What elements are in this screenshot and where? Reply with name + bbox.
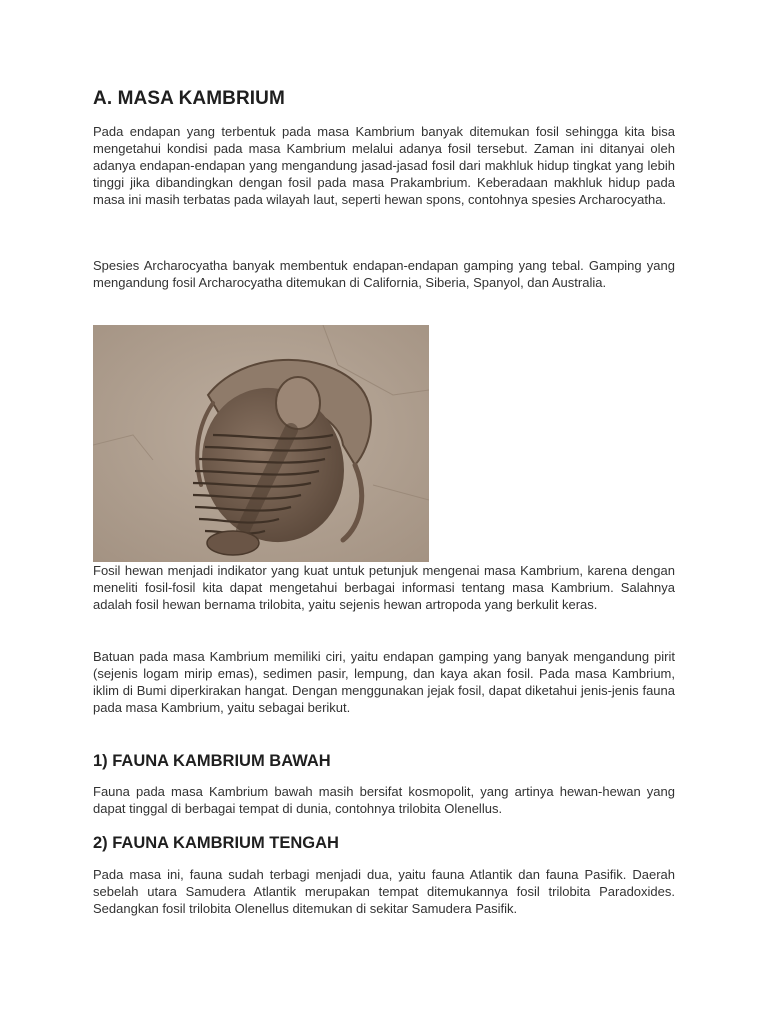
- paragraph-archarocyatha: Spesies Archarocyatha banyak membentuk endapan-endapan gamping yang tebal. Gamping yang mengandung fosil Archarocyatha ditemukan di California, Siberia, Spanyol, dan Australia.: [93, 258, 675, 291]
- section-heading-fauna-kambrium-bawah: 1) FAUNA KAMBRIUM BAWAH: [93, 752, 331, 770]
- paragraph-fauna-tengah: Pada masa ini, fauna sudah terbagi menjadi dua, yaitu fauna Atlantik dan fauna Pasifik. Daerah sebelah utara Samudera Atlantik merupakan tempat ditemukannya fosil trilobita Paradoxides. Sedangkan fosil trilobita Olenellus ditemukan di sekitar Samudera Pasifik.: [93, 867, 675, 917]
- section-heading-masa-kambrium: A. MASA KAMBRIUM: [93, 88, 285, 109]
- trilobite-fossil-image: [93, 325, 429, 562]
- paragraph-fauna-bawah: Fauna pada masa Kambrium bawah masih bersifat kosmopolit, yang artinya hewan-hewan yang dapat tinggal di berbagai tempat di dunia, contohnya trilobita Olenellus.: [93, 784, 675, 817]
- paragraph-trilobite: Fosil hewan menjadi indikator yang kuat untuk petunjuk mengenai masa Kambrium, karena dengan meneliti fosil-fosil kita dapat mengetahui berbagai informasi tentang masa Kambrium. Salahnya adalah fosil hewan bernama trilobita, yaitu sejenis hewan artropoda yang berkulit keras.: [93, 563, 675, 613]
- paragraph-intro: Pada endapan yang terbentuk pada masa Kambrium banyak ditemukan fosil sehingga kita bisa mengetahui kondisi pada masa Kambrium melalui adanya fosil tersebut. Zaman ini ditanyai oleh adanya endapan-endapan yang mengandung jasad-jasad fosil dari makhluk hidup tingkat yang lebih tinggi jika dibandingkan dengan fosil pada masa Prakambrium. Keberadaan makhluk hidup pada masa ini masih terbatas pada wilayah laut, seperti hewan spons, contohnya spesies Archarocyatha.: [93, 124, 675, 208]
- section-heading-fauna-kambrium-tengah: 2) FAUNA KAMBRIUM TENGAH: [93, 834, 339, 852]
- paragraph-batuan: Batuan pada masa Kambrium memiliki ciri, yaitu endapan gamping yang banyak mengandung pirit (sejenis logam mirip emas), sedimen pasir, lempung, dan kaya akan fosil. Pada masa Kambrium, iklim di Bumi diperkirakan hangat. Dengan menggunakan jejak fosil, dapat diketahui jenis-jenis fauna pada masa Kambrium, yaitu sebagai berikut.: [93, 649, 675, 716]
